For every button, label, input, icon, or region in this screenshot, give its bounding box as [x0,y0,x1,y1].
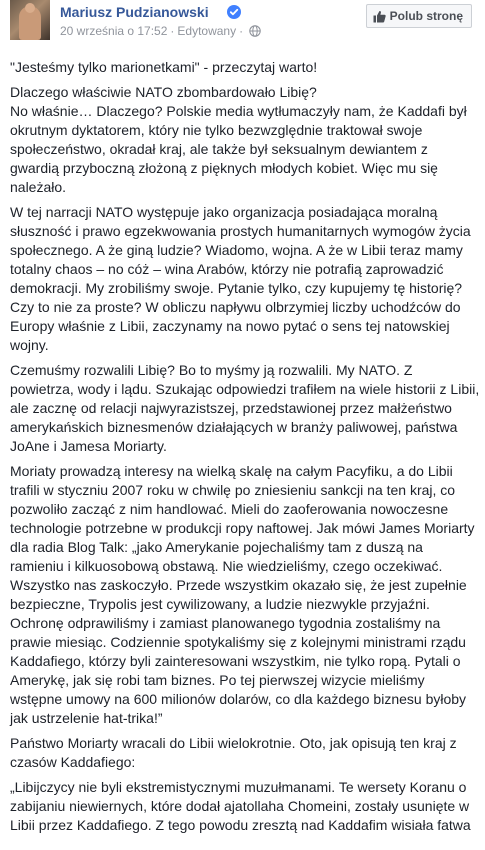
page-avatar[interactable] [10,0,50,40]
post-paragraph: Dlaczego właściwie NATO zbombardowało Libię? No właśnie… Dlaczego? Polskie media wytłumaczyły nam, że Kaddafi był okrutnym dyktatorem, który nie tylko bezwzględnie traktował swoje społeczeństwo, okradał kraj, ale także był seksualnym dewiantem z gwardią przyboczną złożoną z pięknych młodych kobiet. Więc mu się należało. [10,84,467,195]
post-meta [60,24,261,38]
meta-separator: · [170,24,175,38]
like-page-button[interactable] [366,4,472,28]
page-name-link[interactable]: Mariusz Pudzianowski [60,4,209,20]
post-body [10,58,480,841]
post-paragraph: Czemuśmy rozwalili Libię? Bo to myśmy ją rozwalili. My NATO. Z powietrza, wody i lądu. Szukając odpowiedzi trafiłem na wiele historii z Libii, ale zacznę od relacji najwyrazistszej, przedstawionej przez małżeństwo amerykańskich biznesmenów działających w branży paliwowej, państwa JoAne i Jamesa Moriarty. [10,362,480,454]
verified-badge-icon [227,5,241,19]
globe-icon[interactable] [249,25,261,37]
edited-label[interactable]: Edytowany [177,24,237,38]
post-header [10,0,480,52]
post-paragraph: „Libijczycy nie byli ekstremistycznymi muzułmanami. Te wersety Koranu o zabijaniu niewiernych, które dodał ajatollaha Chomeini, zostały usunięte w Libii przez Kaddafiego. Z tego powodu zresztą nad Kaddafim wisiała fatwa [10,779,471,833]
thumbs-up-icon [373,10,386,23]
post-timestamp[interactable]: 20 września o 17:52 [60,24,168,38]
avatar-head [25,3,35,13]
post-paragraph: Państwo Moriarty wracali do Libii wielokrotnie. Oto, jak opisują ten kraj z czasów Kaddafiego: [10,735,457,770]
post-paragraph: Moriaty prowadzą interesy na wielką skalę na całym Pacyfiku, a do Libii trafili w styczniu 2007 roku w chwilę po zniesieniu sankcji na ten kraj, co pozwoliło zacząć z nim handlować. Mieli do zaoferowania nowoczesne technologie potrzebne w produkcji ropy naftowej. Jak mówi James Moriarty dla radia Blog Talk: „jako Amerykanie pojechaliśmy tam z duszą na ramieniu i kilkuosobową obstawą. Nie wiedzieliśmy, czego oczekiwać. Wszystko nas zaskoczyło. Przede wszystkim okazało się, że jest zupełnie bezpieczne, Trypolis jest cywilizowany, a ludzie niezwykle przyjaźni. Ochronę odprawiliśmy i zamiast planowanego tygodnia zostaliśmy na prawie miesiąc. Codziennie spotykaliśmy się z kolejnymi ministrami rządu Kaddafiego, którzy byli zainteresowani wszystkim, nie tylko ropą. Pytali o Amerykę, jak się robi tam biznes. Po tej pierwszej wizycie mieliśmy wstępne umowy na 600 milionów dolarów, co dla każdego biznesu byłoby jak ustrzelenie hat-trika!” [10,463,475,726]
post-paragraph: W tej narracji NATO występuje jako organizacja posiadająca moralną słuszność i prawo egzekwowania prostych humanitarnych wymogów życia społecznego. A że giną ludzie? Wiadomo, wojna. A że w Libii teraz mamy totalny chaos – no cóż – wina Arabów, którzy nie potrafią zaprowadzić demokracji. My zrobiliśmy swoje. Pytanie tylko, czy kupujemy tę historię? Czy to nie za proste? W obliczu napływu olbrzymiej liczby uchodźców do Europy właśnie z Libii, zaczynamy na nowo pytać o sens tej natowskiej wojny. [10,204,471,353]
like-page-label: Polub stronę [389,9,463,23]
post-paragraph-headline: "Jesteśmy tylko marionetkami" - przeczytaj warto! [10,59,318,75]
meta-separator-2: · [239,24,244,38]
